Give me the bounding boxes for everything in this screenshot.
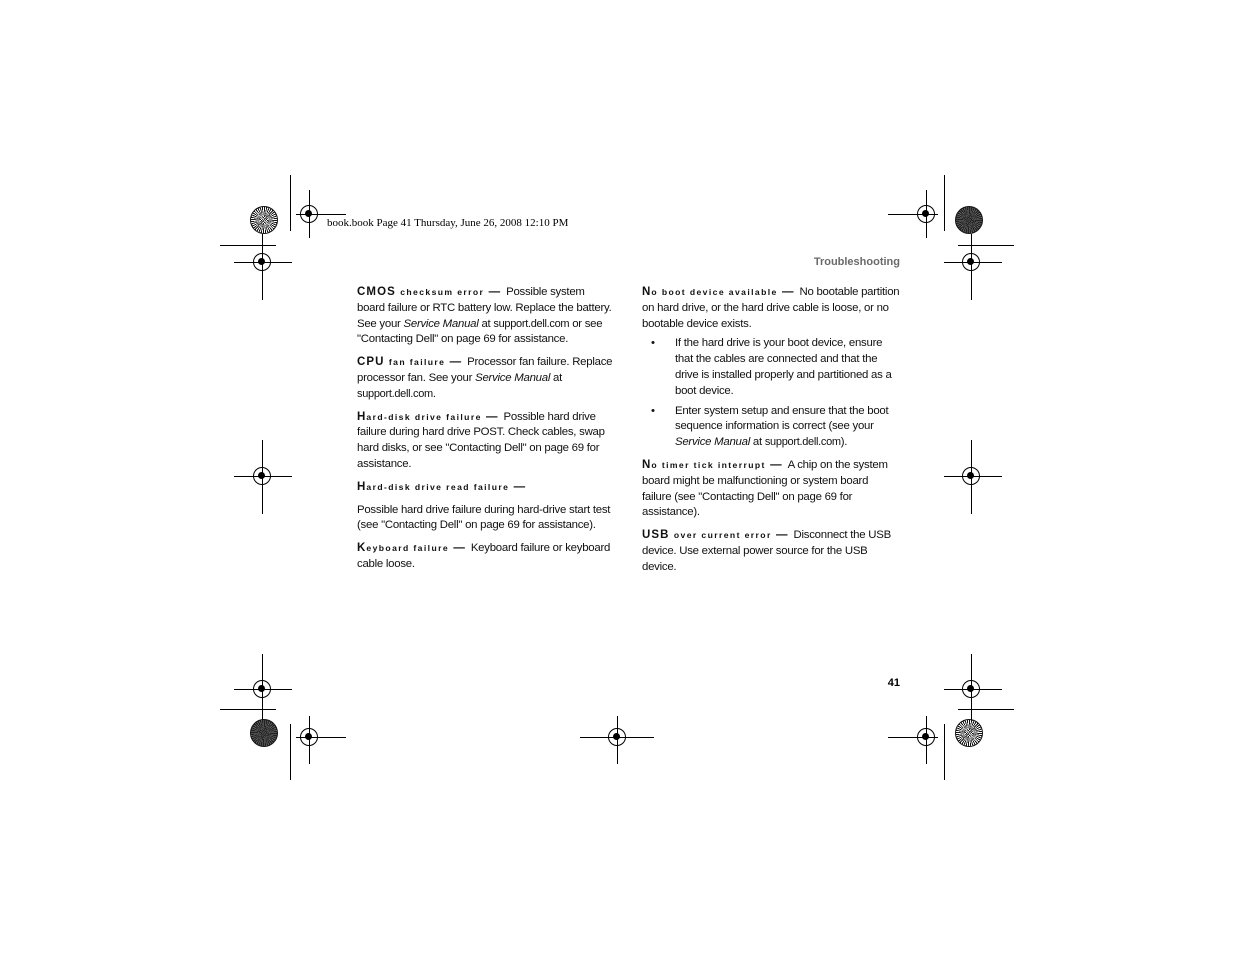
- entry-title: No boot device available —: [642, 286, 794, 298]
- support-link[interactable]: support.dell.com: [764, 436, 841, 449]
- entry-title: Hard-disk drive failure —: [357, 410, 498, 423]
- entry-title: CMOS checksum error —: [357, 286, 501, 298]
- bullet-list: [642, 336, 900, 451]
- print-slug: book.book Page 41 Thursday, June 26, 2008 12:10 PM: [327, 217, 569, 229]
- entry-hard-disk-drive-failure: Hard-disk drive failure — Possible hard drive failure during hard drive POST. Check cables, swap hard disks, or see "Contacting Dell" on page 69 for assistance.: [357, 410, 605, 470]
- entry-no-boot-device-available: No boot device available — No bootable partition on hard drive, or the hard drive cable is loose, or no bootable device exists. • If the hard drive is your boot device, ensure that the cables are connected and that the drive is installed properly and partitioned as a boot device. • Enter system setup and ensure that the boot sequence information is correct (see your Service Manual at support.dell.com).: [642, 285, 900, 451]
- entry-no-timer-tick-interrupt: No timer tick interrupt — A chip on the system board might be malfunctioning or system board failure (see "Contacting Dell" on page 69 for assistance).: [642, 458, 888, 519]
- support-link[interactable]: support.dell.com: [493, 317, 570, 330]
- list-item: • If the hard drive is your boot device, ensure that the cables are connected and that the drive is installed properly and partitioned as a boot device.: [642, 336, 900, 399]
- entry-title: Hard-disk drive read failure —: [357, 480, 526, 493]
- support-link[interactable]: support.dell.com: [357, 387, 433, 400]
- left-column: [357, 285, 615, 580]
- entry-cmos-checksum-error: CMOS checksum error — Possible system board failure or RTC battery low. Replace the battery. See your Service Manual at support.dell.com or see "Contacting Dell" on page 69 for assistance.: [357, 286, 612, 346]
- entry-keyboard-failure: Keyboard failure — Keyboard failure or keyboard cable loose.: [357, 542, 611, 570]
- entry-title: Keyboard failure —: [357, 542, 465, 555]
- entry-title: CPU fan failure —: [357, 356, 462, 369]
- list-item: • Enter system setup and ensure that the boot sequence information is correct (see your Service Manual at support.dell.com).: [642, 404, 900, 451]
- entry-cpu-fan-failure: CPU fan failure — Processor fan failure. Replace processor fan. See your Service Manual at support.dell.com.: [357, 356, 613, 400]
- right-column: [642, 285, 900, 583]
- entry-title: No timer tick interrupt —: [642, 458, 782, 471]
- entry-usb-over-current-error: USB over current error — Disconnect the USB device. Use external power source for the USB device.: [642, 529, 891, 573]
- entry-hard-disk-drive-read-failure: Hard-disk drive read failure — Possible hard drive failure during hard-drive start test (see "Contacting Dell" on page 69 for assistance).: [357, 480, 611, 532]
- page-number: 41: [887, 677, 900, 689]
- entry-title: USB over current error —: [642, 529, 788, 542]
- running-head: Troubleshooting: [813, 256, 900, 268]
